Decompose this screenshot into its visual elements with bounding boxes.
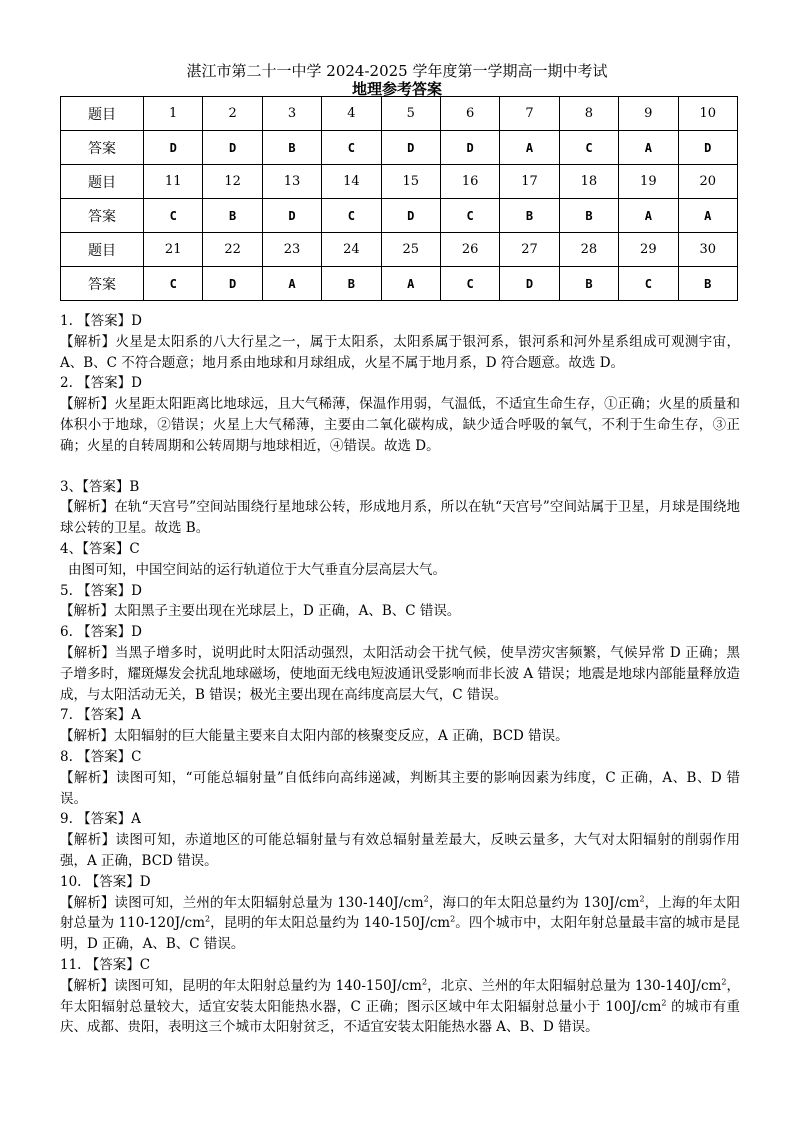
answer-cell: B (262, 131, 321, 165)
answer-cell: C (619, 267, 678, 301)
question-number-cell: 6 (440, 97, 499, 131)
row-label: 答案 (61, 199, 144, 233)
answer-cell: D (500, 267, 559, 301)
q8-answer: 8. 【答案】C (60, 748, 142, 765)
answer-cell: C (322, 131, 381, 165)
q6-answer: 6. 【答案】D (60, 624, 142, 641)
answer-cell: D (203, 267, 262, 301)
answer-cell: C (559, 131, 618, 165)
question-number-cell: 17 (500, 165, 559, 199)
answer-cell: D (440, 131, 499, 165)
row-label: 题目 (61, 165, 144, 199)
answer-cell: A (619, 199, 678, 233)
answer-cell: A (678, 199, 737, 233)
row-label: 答案 (61, 267, 144, 301)
q3-answer: 3、【答案】B (60, 478, 140, 495)
question-number-cell: 28 (559, 233, 618, 267)
question-number-cell: 11 (144, 165, 203, 199)
answer-cell: D (144, 131, 203, 165)
question-number-cell: 13 (262, 165, 321, 199)
question-number-cell: 29 (619, 233, 678, 267)
question-number-cell: 1 (144, 97, 203, 131)
question-number-cell: 12 (203, 165, 262, 199)
document-title: 湛江市第二十一中学 2024-2025 学年度第一学期高一期中考试 (186, 62, 608, 80)
question-number-cell: 21 (144, 233, 203, 267)
answer-cell: A (619, 131, 678, 165)
answer-cell: D (381, 199, 440, 233)
answer-cell: B (559, 267, 618, 301)
question-number-cell: 15 (381, 165, 440, 199)
question-number-cell: 9 (619, 97, 678, 131)
answer-cell: B (500, 199, 559, 233)
question-number-cell: 8 (559, 97, 618, 131)
q8-explanation: 【解析】读图可知，“可能总辐射量”自低纬向高纬递减，判断其主要的影响因素为纬度，C 正确，A、B、D 错误。 (60, 769, 740, 807)
q11-answer: 11. 【答案】C (60, 956, 151, 973)
question-number-cell: 23 (262, 233, 321, 267)
answer-cell: A (262, 267, 321, 301)
row-label: 题目 (61, 97, 144, 131)
q4-answer: 4、【答案】C (60, 540, 140, 557)
question-number-cell: 4 (322, 97, 381, 131)
answer-cell: C (440, 199, 499, 233)
explanations (60, 311, 740, 1038)
answer-cell: B (322, 267, 381, 301)
answer-cell: A (381, 267, 440, 301)
question-number-cell: 10 (678, 97, 737, 131)
question-number-row (61, 97, 738, 131)
question-number-row (61, 165, 738, 199)
answer-row (61, 267, 738, 301)
answer-row (61, 199, 738, 233)
q6-explanation: 【解析】当黑子增多时，说明此时太阳活动强烈，太阳活动会干扰气候，使旱涝灾害频繁，气候异常 D 正确；黑子增多时，耀斑爆发会扰乱地球磁场，使地面无线电短波通讯受影响而非长波 A 错误；地震是地球内部能量释放造成，与太阳活动无关，B 错误；极光主要出现在高纬度高层大气，C 错误。 (60, 644, 740, 703)
answer-cell: C (144, 267, 203, 301)
row-label: 题目 (61, 233, 144, 267)
question-number-cell: 27 (500, 233, 559, 267)
question-number-cell: 5 (381, 97, 440, 131)
q11-explanation: 【解析】读图可知，昆明的年太阳射总量约为 $140-150J/cm^2$，北京、兰州的年太阳辐射总量为 $130-140J/cm^2$，年太阳辐射总量较大，适宜安装太阳能热水器，C 正确；图示区域中年太阳辐射总量小于 $100J/cm^2$ 的城市有重庆、成都、贵阳，表明这三个城市太阳射贫乏，不适宜安装太阳能热水器 A、B、D 错误。 (60, 977, 740, 1036)
answer-cell: B (203, 199, 262, 233)
question-number-cell: 26 (440, 233, 499, 267)
answer-cell: D (262, 199, 321, 233)
answer-cell: B (559, 199, 618, 233)
q1-answer: 1. 【答案】D (60, 313, 142, 329)
question-number-cell: 3 (262, 97, 321, 131)
q2-explanation: 【解析】火星距太阳距离比地球远，且大气稀薄，保温作用弱，气温低，不适宜生命生存，①正确；火星的质量和体积小于地球，②错误；火星上大气稀薄，主要由二氧化碳构成，缺少适合呼吸的氧气，不利于生命生存，③正确；火星的自转周期和公转周期与地球相近，④错误。故选 D。 (60, 396, 740, 454)
question-number-cell: 7 (500, 97, 559, 131)
q10-answer: 10. 【答案】D (60, 873, 151, 890)
q5-explanation: 【解析】太阳黑子主要出现在光球层上，D 正确，A、B、C 错误。 (60, 603, 461, 620)
question-number-cell: 22 (203, 233, 262, 267)
q2-answer: 2. 【答案】D (60, 375, 142, 392)
question-number-cell: 19 (619, 165, 678, 199)
question-number-cell: 25 (381, 233, 440, 267)
question-number-cell: 14 (322, 165, 381, 199)
answer-cell: D (203, 131, 262, 165)
answer-cell: C (440, 267, 499, 301)
q4-explanation: 由图可知，中国空间站的运行轨道位于大气垂直分层高层大气。 (68, 561, 446, 578)
answer-cell: D (678, 131, 737, 165)
answer-table (60, 96, 738, 301)
question-number-cell: 24 (322, 233, 381, 267)
q7-answer: 7. 【答案】A (60, 707, 141, 724)
q3-explanation: 【解析】在轨“天宫号”空间站围绕行星地球公转，形成地月系，所以在轨“天宫号”空间站属于卫星，月球是围绕地球公转的卫星。故选 B。 (60, 499, 740, 537)
question-number-cell: 18 (559, 165, 618, 199)
answer-cell: B (678, 267, 737, 301)
q7-explanation: 【解析】太阳辐射的巨大能量主要来自太阳内部的核聚变反应，A 正确，BCD 错误。 (60, 728, 569, 745)
document-subtitle: 地理参考答案 (351, 80, 442, 98)
question-number-cell: 2 (203, 97, 262, 131)
answer-cell: D (381, 131, 440, 165)
q1-explanation: 【解析】火星是太阳系的八大行星之一，属于太阳系，太阳系属于银河系，银河系和河外星系组成可观测宇宙，A、B、C 不符合题意；地月系由地球和月球组成，火星不属于地月系，D 符合题意。故选 D。 (60, 333, 740, 371)
q5-answer: 5. 【答案】D (60, 582, 142, 599)
q9-answer: 9. 【答案】A (60, 811, 141, 828)
answer-cell: A (500, 131, 559, 165)
question-number-row (61, 233, 738, 267)
q10-explanation: 【解析】读图可知，兰州的年太阳辐射总量为 $130-140J/cm^2$，海口的年太阳总量约为 $130J/cm^2$，上海的年太阳射总量为 $110-120J/cm^2$，昆明的年太阳总量约为 $140-150J/cm^2$。四个城市中，太阳年射总量最丰富的城市是昆明，D 正确，A、B、C 错误。 (60, 894, 741, 953)
q9-explanation: 【解析】读图可知，赤道地区的可能总辐射量与有效总辐射量差最大，反映云量多，大气对太阳辐射的削弱作用强，A 正确，BCD 错误。 (60, 832, 740, 869)
answer-row (61, 131, 738, 165)
question-number-cell: 30 (678, 233, 737, 267)
question-number-cell: 20 (678, 165, 737, 199)
question-number-cell: 16 (440, 165, 499, 199)
answer-cell: C (144, 199, 203, 233)
row-label: 答案 (61, 131, 144, 165)
answer-cell: C (322, 199, 381, 233)
